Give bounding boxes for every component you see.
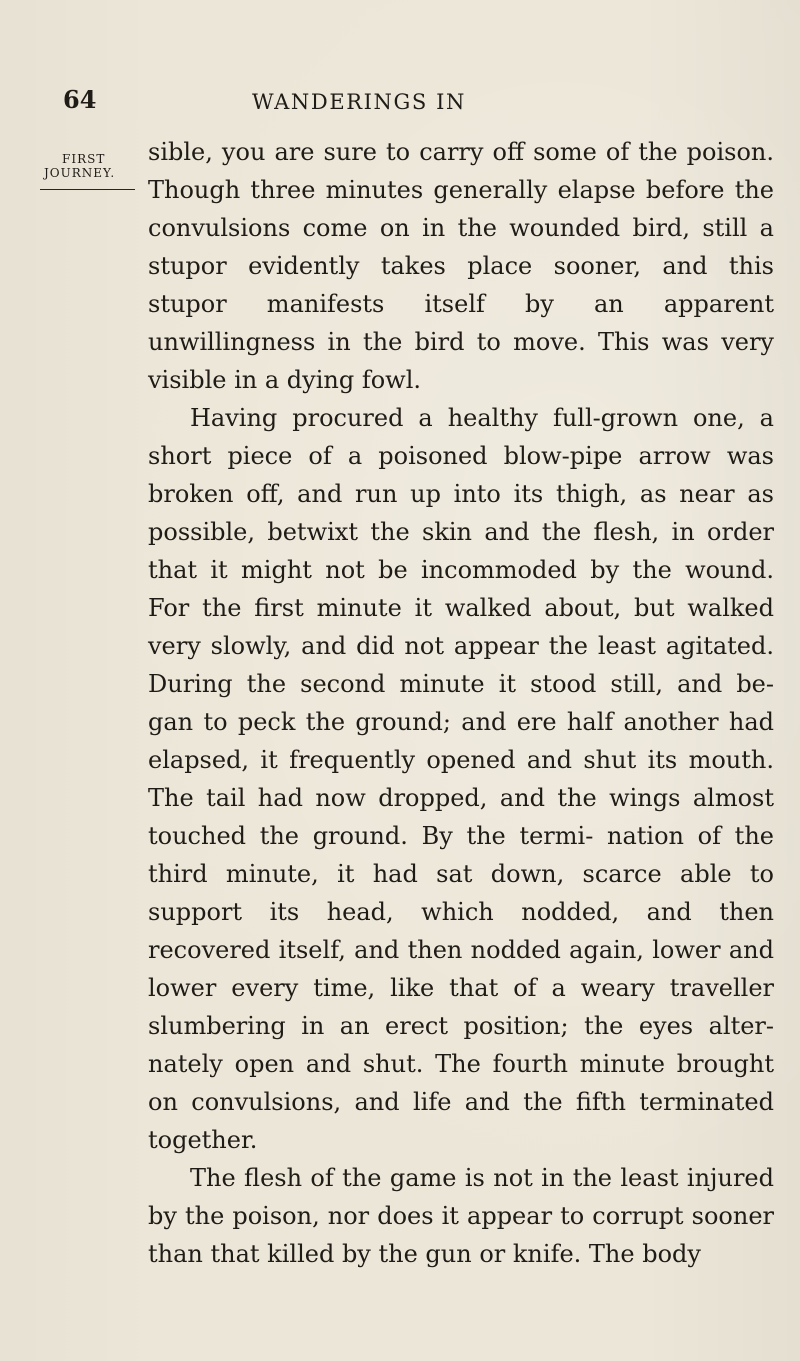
marginal-note	[40, 152, 132, 190]
paragraph-continuation: sible, you are sure to carry off some of the poison. Though three minutes generally elapse before the convulsions come on in the wounded bird, still a stupor evidently takes place sooner, and this stupor manifests itself by an apparent unwillingness in the bird to move. This was very visible in a dying fowl.	[148, 138, 774, 394]
page-number: 64	[63, 85, 97, 114]
paragraph-flesh-of-game: The flesh of the game is not in the least injured by the poison, nor does it appear to corrupt sooner than that killed by the gun or knife. The body	[148, 1164, 774, 1268]
running-head: WANDERINGS IN	[252, 90, 467, 114]
marginal-note-line-2: JOURNEY.	[44, 166, 116, 180]
marginal-note-line-1: FIRST	[62, 152, 106, 166]
marginal-rule	[40, 189, 135, 190]
paragraph-fowl-experiment: Having procured a healthy full-grown one, a short piece of a poisoned blow-pipe arrow was broken off, and run up into its thigh, as near as possible, betwixt the skin and the flesh, in order that it might not be incommoded by the wound. For the first minute it walked about, but walked very slowly, and did not appear the least agitated. During the second minute it stood still, and be- gan to peck the ground; and ere half another had elapsed, it frequently opened and shut its mouth. The tail had now dropped, and the wings almost touched the ground. By the termi- nation of the third minute, it had sat down, scarce able to support its head, which nodded, and then recovered itself, and then nodded again, lower and lower every time, like that of a weary traveller slumbering in an erect position; the eyes alter- nately open and shut. The fourth minute brought on convulsions, and life and the fifth terminated together.	[148, 404, 774, 1154]
body-text	[148, 133, 774, 1273]
